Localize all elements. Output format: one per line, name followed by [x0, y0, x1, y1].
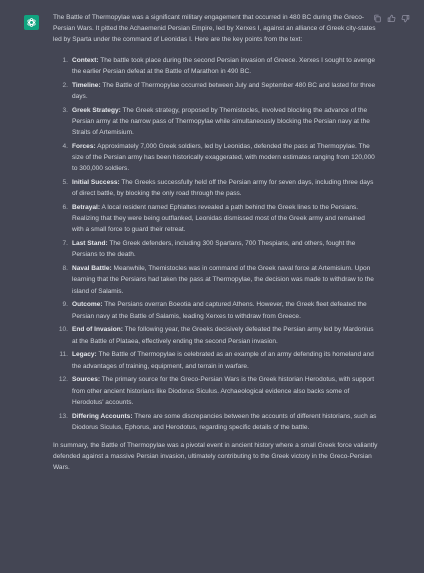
list-item — [59, 349, 378, 371]
list-number: 13. — [58, 412, 68, 420]
point-title: Betrayal: — [72, 204, 101, 212]
list-item — [62, 105, 378, 139]
list-number: 6. — [62, 204, 68, 212]
list-number: 1. — [62, 56, 68, 64]
point-title: Outcome: — [72, 301, 103, 309]
intro-paragraph: The Battle of Thermopylae was a significant military engagement that occurred in 480 BC during the Greco-Persian Wars. It pitted the Achaemenid Persian Empire, led by Xerxes I, against an alliance of Greek city-states led by Sparta under the command of Leonidas I. Here are the key points from the text: — [53, 14, 376, 44]
list-item — [58, 324, 378, 346]
list-number: 2. — [62, 81, 68, 89]
thumbs-down-icon[interactable] — [400, 13, 410, 23]
point-title: End of Invasion: — [72, 326, 123, 334]
point-title: Sources: — [72, 376, 101, 384]
point-title: Context: — [72, 56, 99, 64]
point-text: Approximately 7,000 Greek soldiers, led by Leonidas, defended the pass at Thermopylae. The size of the Persian army has been historically exaggerated, with modern estimates ranging from 120,000 to 300,000 soldiers. — [72, 142, 375, 173]
list-number: 7. — [62, 240, 68, 248]
point-text: The Battle of Thermopylae occurred between July and September 480 BC and lasted for three days. — [72, 81, 376, 100]
list-item — [62, 299, 378, 321]
list-number: 5. — [62, 179, 68, 187]
list-item — [62, 55, 378, 77]
thumbs-up-icon[interactable] — [386, 13, 396, 23]
list-number: 12. — [58, 376, 68, 384]
summary-paragraph: In summary, the Battle of Thermopylae was a pivotal event in ancient history where a small Greek force valiantly defended against a massive Persian invasion, ultimately contributing to the Greek victory in the Greco-Persian Wars. — [53, 442, 378, 472]
list-number: 11. — [59, 351, 68, 359]
point-text: A local resident named Ephialtes revealed a path behind the Greek lines to the Persians. Realizing that they were being outflanked, Leonidas dismissed most of the Greek army and remained with a small force to guard their retreat. — [72, 204, 365, 234]
message-content — [53, 12, 378, 474]
point-text: There are some discrepancies between the accounts of different historians, such as Diodorus Siculus, Ephorus, and Herodotus, regarding specific details of the battle. — [72, 412, 377, 431]
point-text: Meanwhile, Themistocles was in command of the Greek naval force at Artemisium. Upon learning that the Persians had taken the pass at Thermopylae, the decision was made to withdraw to the island of Salamis. — [72, 265, 374, 295]
point-title: Forces: — [72, 142, 96, 150]
point-text: The battle took place during the second Persian invasion of Greece. Xerxes I sought to avenge the earlier Persian defeat at the Battle of Marathon in 490 BC. — [72, 56, 376, 75]
list-number: 10. — [58, 326, 68, 334]
list-number: 8. — [62, 265, 68, 273]
list-item — [62, 238, 378, 260]
point-title: Legacy: — [72, 351, 97, 359]
point-text: The Battle of Thermopylae is celebrated as an example of an army defending its homeland and the advantages of training, equipment, and terrain in warfare. — [72, 351, 374, 370]
point-text: The primary source for the Greco-Persian Wars is the Greek historian Herodotus, with support from other ancient historians like Diodorus Siculus. Archaeological evidence also backs some of Herodotus' accounts. — [72, 376, 375, 406]
point-title: Initial Success: — [72, 179, 120, 187]
list-item — [58, 374, 378, 408]
point-title: Differing Accounts: — [72, 412, 133, 420]
list-number: 4. — [62, 142, 68, 150]
point-title: Last Stand: — [72, 240, 108, 248]
key-points-list — [53, 55, 378, 433]
point-title: Timeline: — [72, 81, 101, 89]
point-text: The Greek defenders, including 300 Spartans, 700 Thespians, and others, fought the Persians to the death. — [72, 240, 356, 259]
point-text: The Greek strategy, proposed by Themistocles, involved blocking the advance of the Persian army at the narrow pass of Thermopylae while simultaneously blocking the Persian navy at the Straits of Artemisium. — [72, 106, 370, 137]
point-text: The following year, the Greeks decisively defeated the Persian army led by Mardonius at the Battle of Plataea, effectively ending the second Persian invasion. — [72, 326, 374, 345]
list-item — [62, 141, 378, 175]
point-title: Naval Battle: — [72, 265, 112, 273]
list-item — [58, 411, 378, 433]
chatgpt-logo-icon — [24, 15, 39, 30]
list-item — [62, 202, 378, 236]
point-text: The Persians overran Boeotia and captured Athens. However, the Greek fleet defeated the Persian navy at the Battle of Salamis, leading Xerxes to withdraw from Greece. — [72, 301, 367, 320]
list-item — [62, 80, 378, 102]
point-text: The Greeks successfully held off the Persian army for seven days, including three days of direct battle, by blocking the only road through the pass. — [72, 179, 374, 198]
list-number: 9. — [62, 301, 68, 309]
list-item — [62, 263, 378, 297]
list-item — [62, 177, 378, 199]
point-title: Greek Strategy: — [72, 106, 121, 114]
list-number: 3. — [62, 106, 68, 114]
